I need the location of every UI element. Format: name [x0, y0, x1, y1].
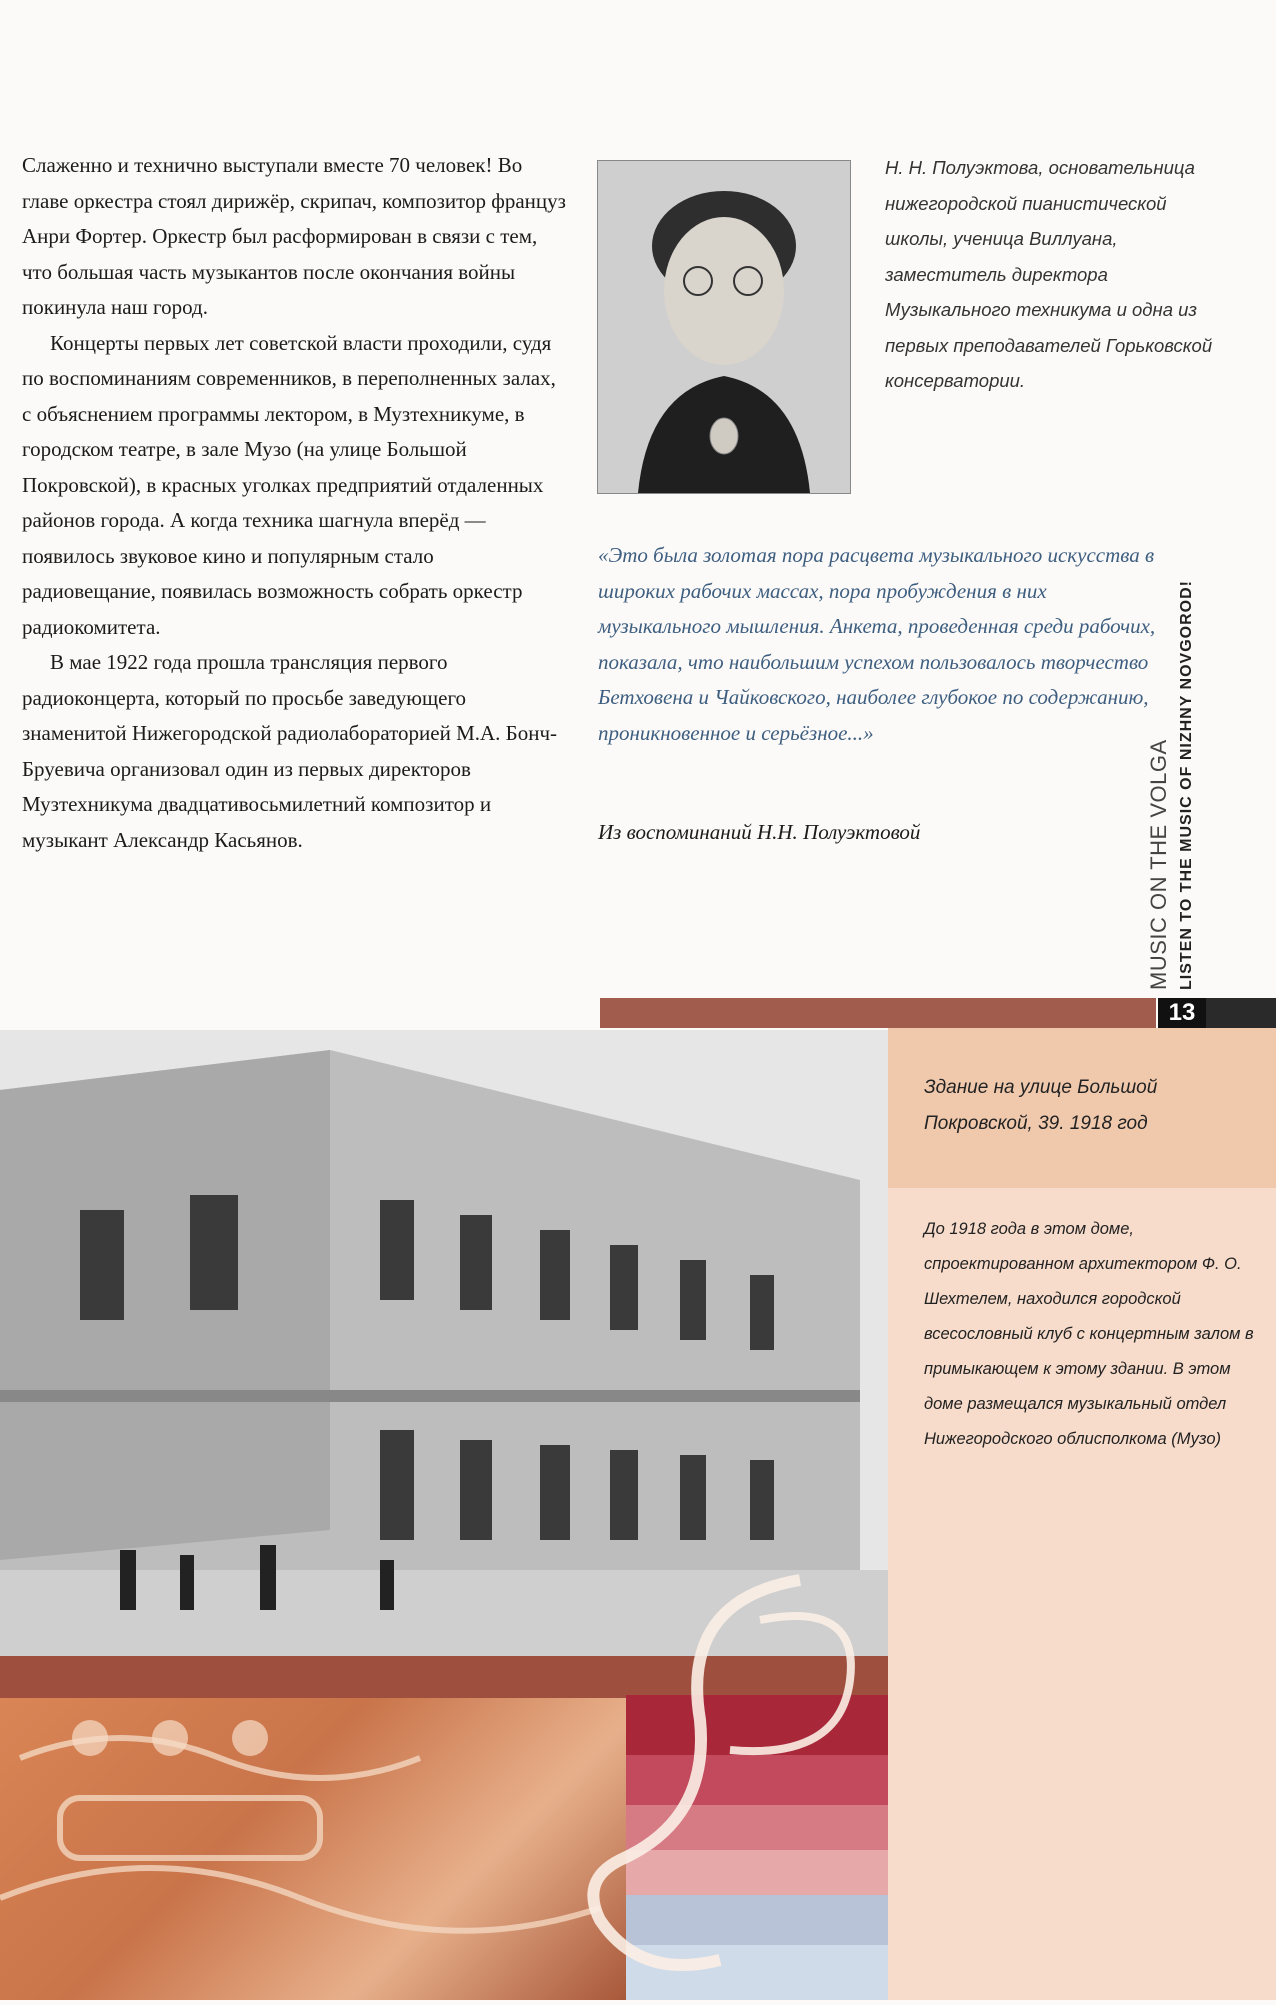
paragraph-1: Слаженно и технично выступали вместе 70 человек! Во главе оркестра стоял дирижёр, скрипач, композитор француз Анри Фортер. Оркестр был расформирован в связи с тем, что большая часть музыкантов после окончания войны покинула наш город. — [22, 153, 566, 319]
portrait-caption: Н. Н. Полуэктова, основательница нижегородской пианистической школы, ученица Виллуана, заместитель директора Музыкального техникума и одна из первых преподавателей Горьковской консерватории. — [885, 157, 1213, 391]
series-title-vertical: MUSIC ON THE VOLGA — [1146, 739, 1171, 990]
side-vertical-titles — [1146, 570, 1206, 990]
paragraph-2: Концерты первых лет советской власти проходили, судя по воспоминаниям современников, в переполненных залах, с объяснением программы лектором, в Музтехникуме, в городском театре, в зале Музо (на улице Большой Покровской), в красных уголках предприятий отдаленных районов города. А когда техника шагнула вперёд — появилось звуковое кино и популярным стало радиовещание, появилась возможность собрать оркестр радиокомитета. — [22, 330, 556, 639]
page-number: 13 — [1158, 998, 1206, 1028]
calligraphic-letter-ornament — [560, 1560, 890, 2000]
portrait-photo — [597, 160, 851, 494]
building-caption: Здание на улице Большой Покровской, 39. 1918 год — [924, 1077, 1158, 1134]
paragraph-3: В мае 1922 года прошла трансляция первого радиоконцерта, который по просьбе заведующего знаменитой Нижегородской радиолабораторией М.А. Бонч-Бруевича организовал один из первых директоров Музтехникума двадцативосьмилетний композитор и музыкант Александр Касьянов. — [22, 650, 558, 852]
quote-text: «Это была золотая пора расцвета музыкального искусства в широких рабочих массах, пора пробуждения в них музыкального мышления. Анкета, проведенная среди рабочих, показала, что наибольшим успехом пользовалось творчество Бетховена и Чайковского, наиболее глубокое по содержанию, проникновенное и серьёзное...» — [598, 543, 1156, 745]
building-description: До 1918 года в этом доме, спроектированном архитектором Ф. О. Шехтелем, находился городской всесословный клуб с концертным залом в примыкающем к этому здании. В этом доме размещался музыкальный отдел Нижегородского облисполкома (Музо) — [924, 1220, 1254, 1448]
decorative-band — [600, 998, 1156, 1028]
series-subtitle-vertical: LISTEN TO THE MUSIC OF NIZHNY NOVGOROD! — [1178, 580, 1195, 990]
quote-source: Из воспоминаний Н.Н. Полуэктовой — [598, 820, 921, 844]
trumpet-image — [0, 1698, 626, 2000]
main-article-text — [22, 148, 567, 858]
decorative-band-right — [1206, 998, 1276, 1028]
